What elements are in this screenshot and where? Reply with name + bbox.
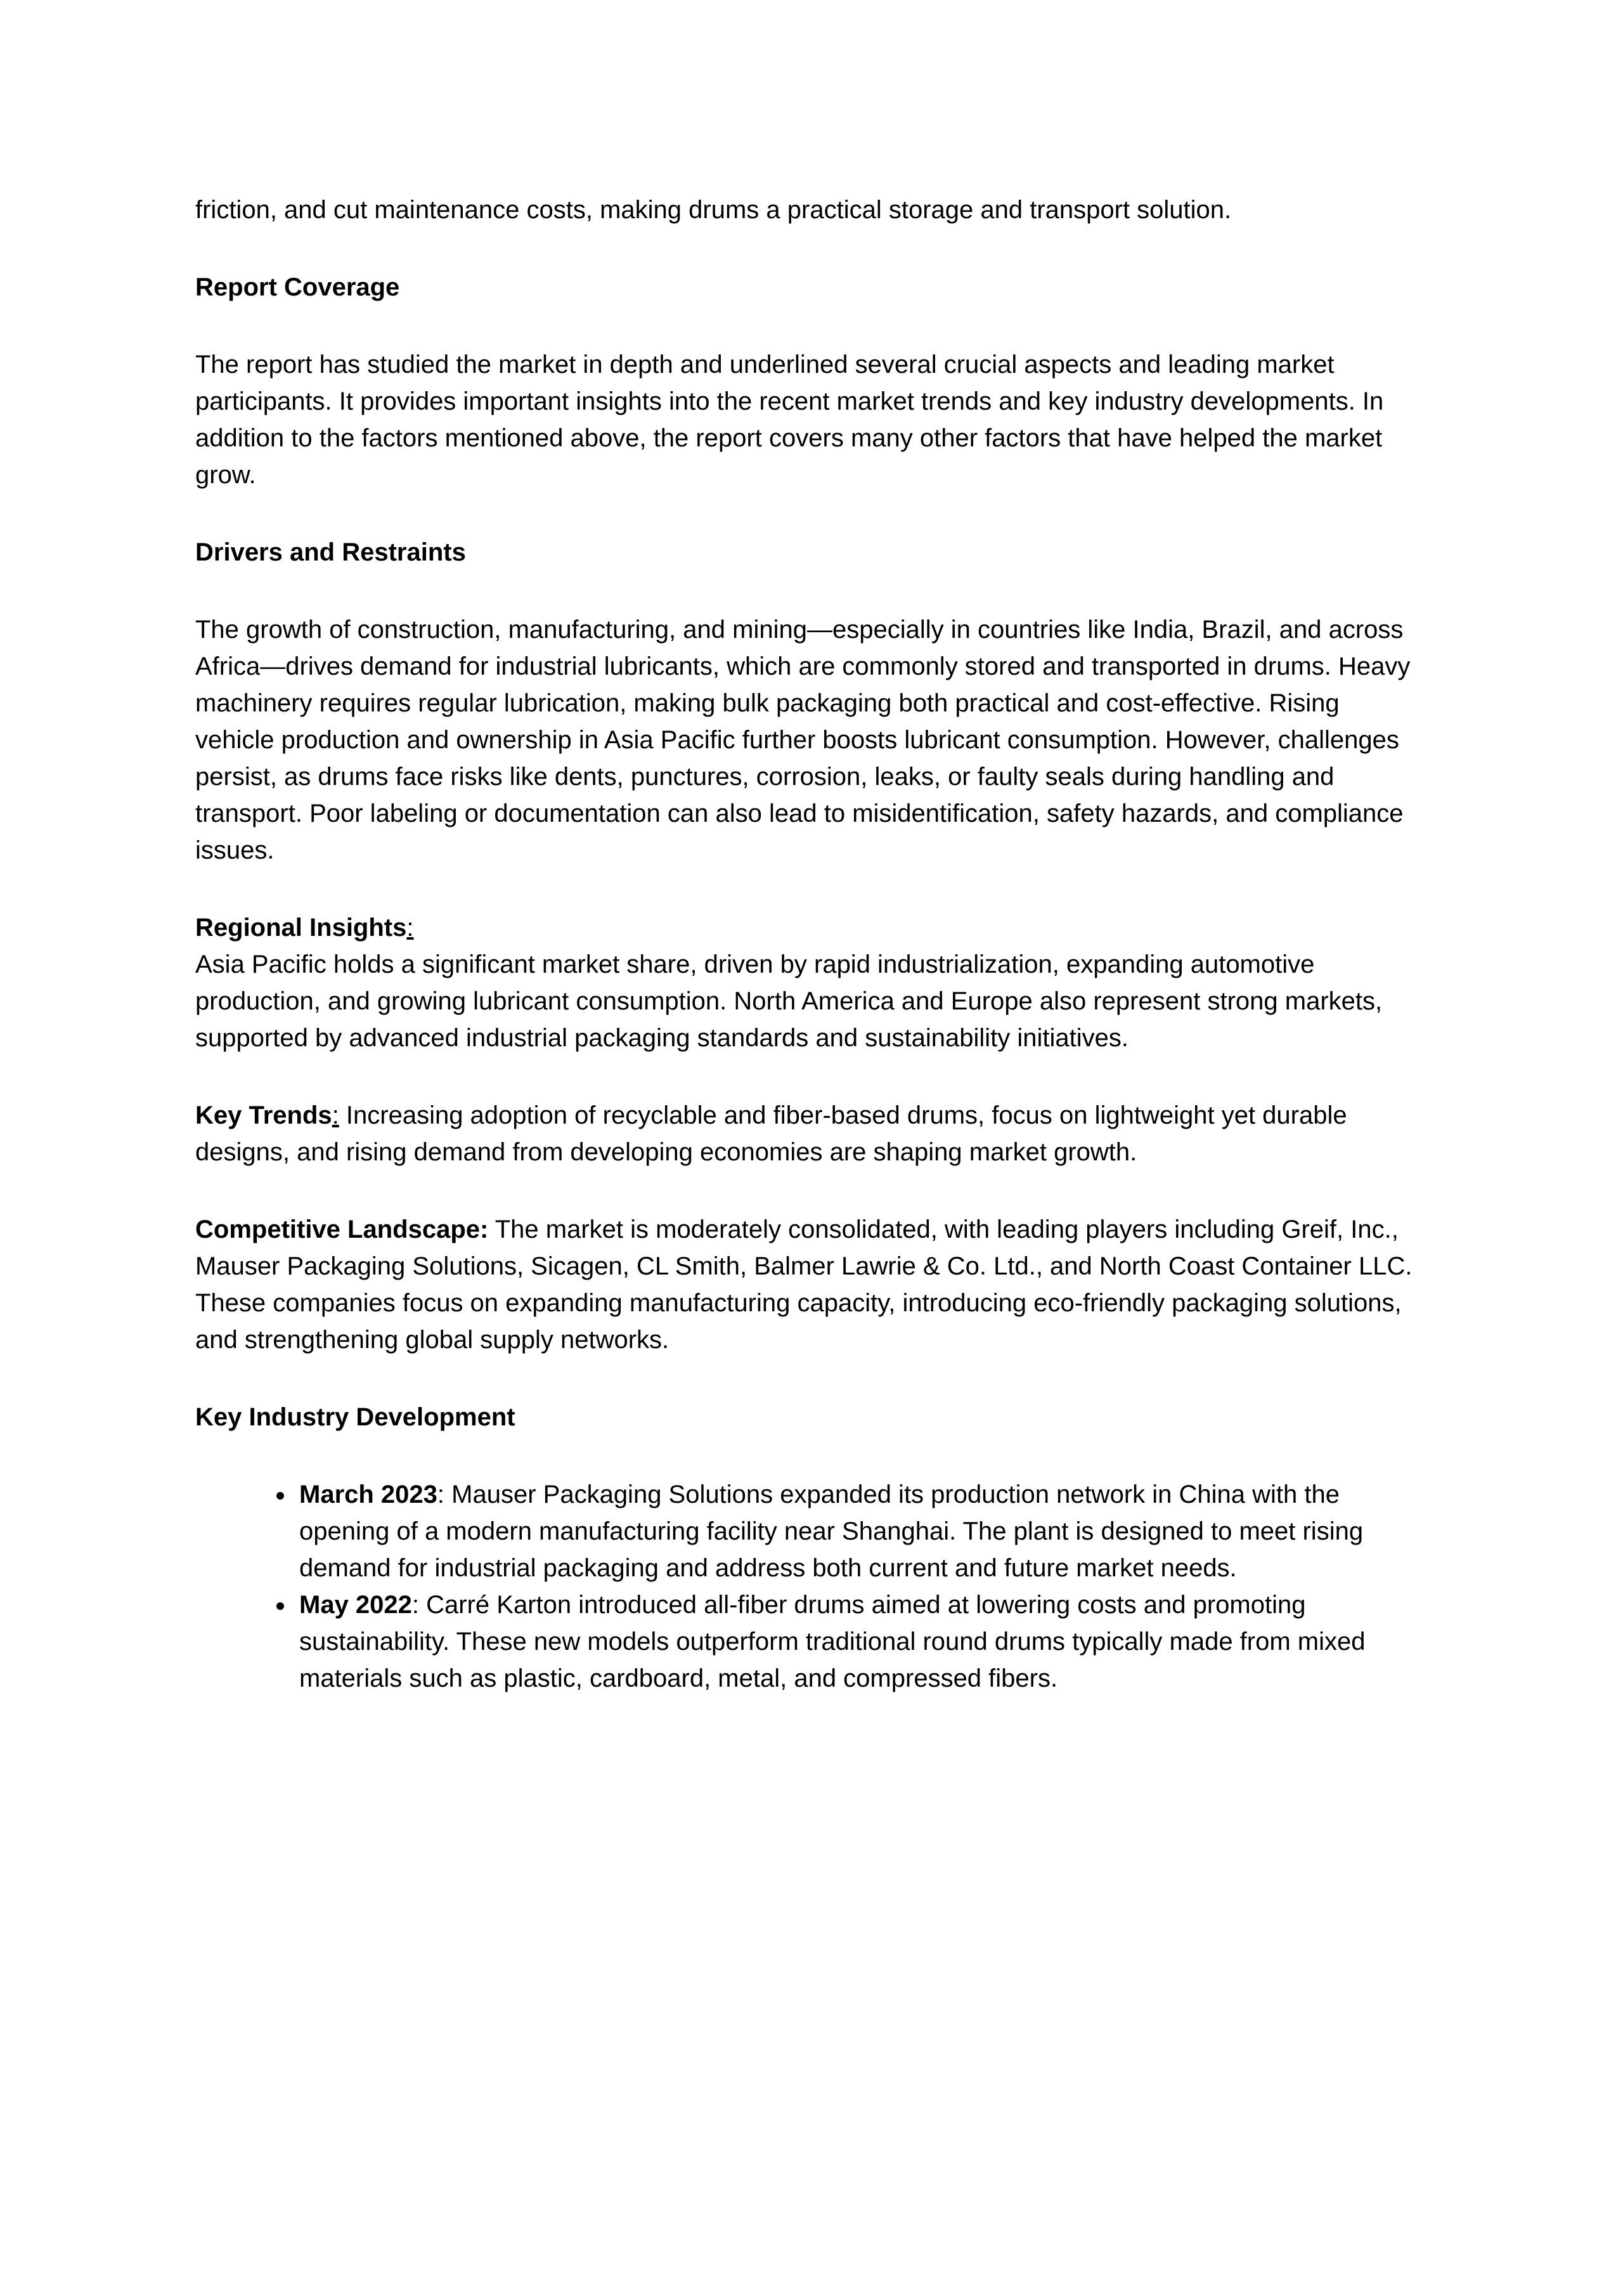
regional-insights-label: Regional Insights: [195, 914, 407, 942]
key-trends-paragraph: [195, 1097, 1419, 1171]
list-item: [295, 1586, 1419, 1697]
key-industry-development-heading: Key Industry Development: [195, 1403, 515, 1431]
regional-insights-colon: :: [406, 914, 414, 942]
regional-insights-paragraph: [195, 909, 1419, 1056]
regional-insights-body: Asia Pacific holds a significant market share, driven by rapid industrialization, expanding automotive production, and growing lubricant consumption. North America and Europe also represent strong markets, supported by advanced industrial packaging standards and sustainability initiatives.: [195, 950, 1383, 1052]
list-item-body: : Carré Karton introduced all-fiber drums aimed at lowering costs and promoting sustainability. These new models outperform traditional round drums typically made from mixed materials such as plastic, cardboard, metal, and compressed fibers.: [299, 1591, 1366, 1692]
competitive-landscape-paragraph: [195, 1211, 1419, 1358]
list-item: [295, 1476, 1419, 1586]
competitive-landscape-label: Competitive Landscape:: [195, 1216, 489, 1243]
competitive-landscape-body: The market is moderately consolidated, with leading players including Greif, Inc., Mauser Packaging Solutions, Sicagen, CL Smith, Balmer Lawrie & Co. Ltd., and North Coast Container LLC. These companies focus on expanding manufacturing capacity, introducing eco-friendly packaging solutions, and strengthening global supply networks.: [195, 1216, 1413, 1354]
list-item-body: : Mauser Packaging Solutions expanded its production network in China with the opening of a modern manufacturing facility near Shanghai. The plant is designed to meet rising demand for industrial packaging and address both current and future market needs.: [299, 1481, 1364, 1582]
key-trends-body: Increasing adoption of recyclable and fiber-based drums, focus on lightweight yet durable designs, and rising demand from developing economies are shaping market growth.: [195, 1101, 1347, 1166]
drivers-restraints-paragraph: The growth of construction, manufacturing, and mining—especially in countries like India, Brazil, and across Africa—drives demand for industrial lubricants, which are commonly stored and transported in drums. Heavy machinery requires regular lubrication, making bulk packaging both practical and cost-effective. Rising vehicle production and ownership in Asia Pacific further boosts lubricant consumption. However, challenges persist, as drums face risks like dents, punctures, corrosion, leaks, or faulty seals during handling and transport. Poor labeling or documentation can also lead to misidentification, safety hazards, and compliance issues.: [195, 616, 1411, 864]
document-content: [195, 191, 1419, 1697]
drivers-restraints-heading: Drivers and Restraints: [195, 538, 466, 566]
key-trends-label: Key Trends: [195, 1101, 332, 1129]
key-trends-colon: :: [332, 1101, 339, 1129]
report-coverage-paragraph: The report has studied the market in depth and underlined several crucial aspects and leading market participants. It provides important insights into the recent market trends and key industry developments. In addition to the factors mentioned above, the report covers many other factors that have helped the market grow.: [195, 351, 1384, 489]
intro-paragraph: friction, and cut maintenance costs, making drums a practical storage and transport solution.: [195, 196, 1232, 224]
report-coverage-heading: Report Coverage: [195, 273, 400, 301]
list-item-date-label: March 2023: [299, 1481, 437, 1508]
key-industry-development-list: [195, 1476, 1419, 1697]
list-item-date-label: May 2022: [299, 1591, 412, 1619]
